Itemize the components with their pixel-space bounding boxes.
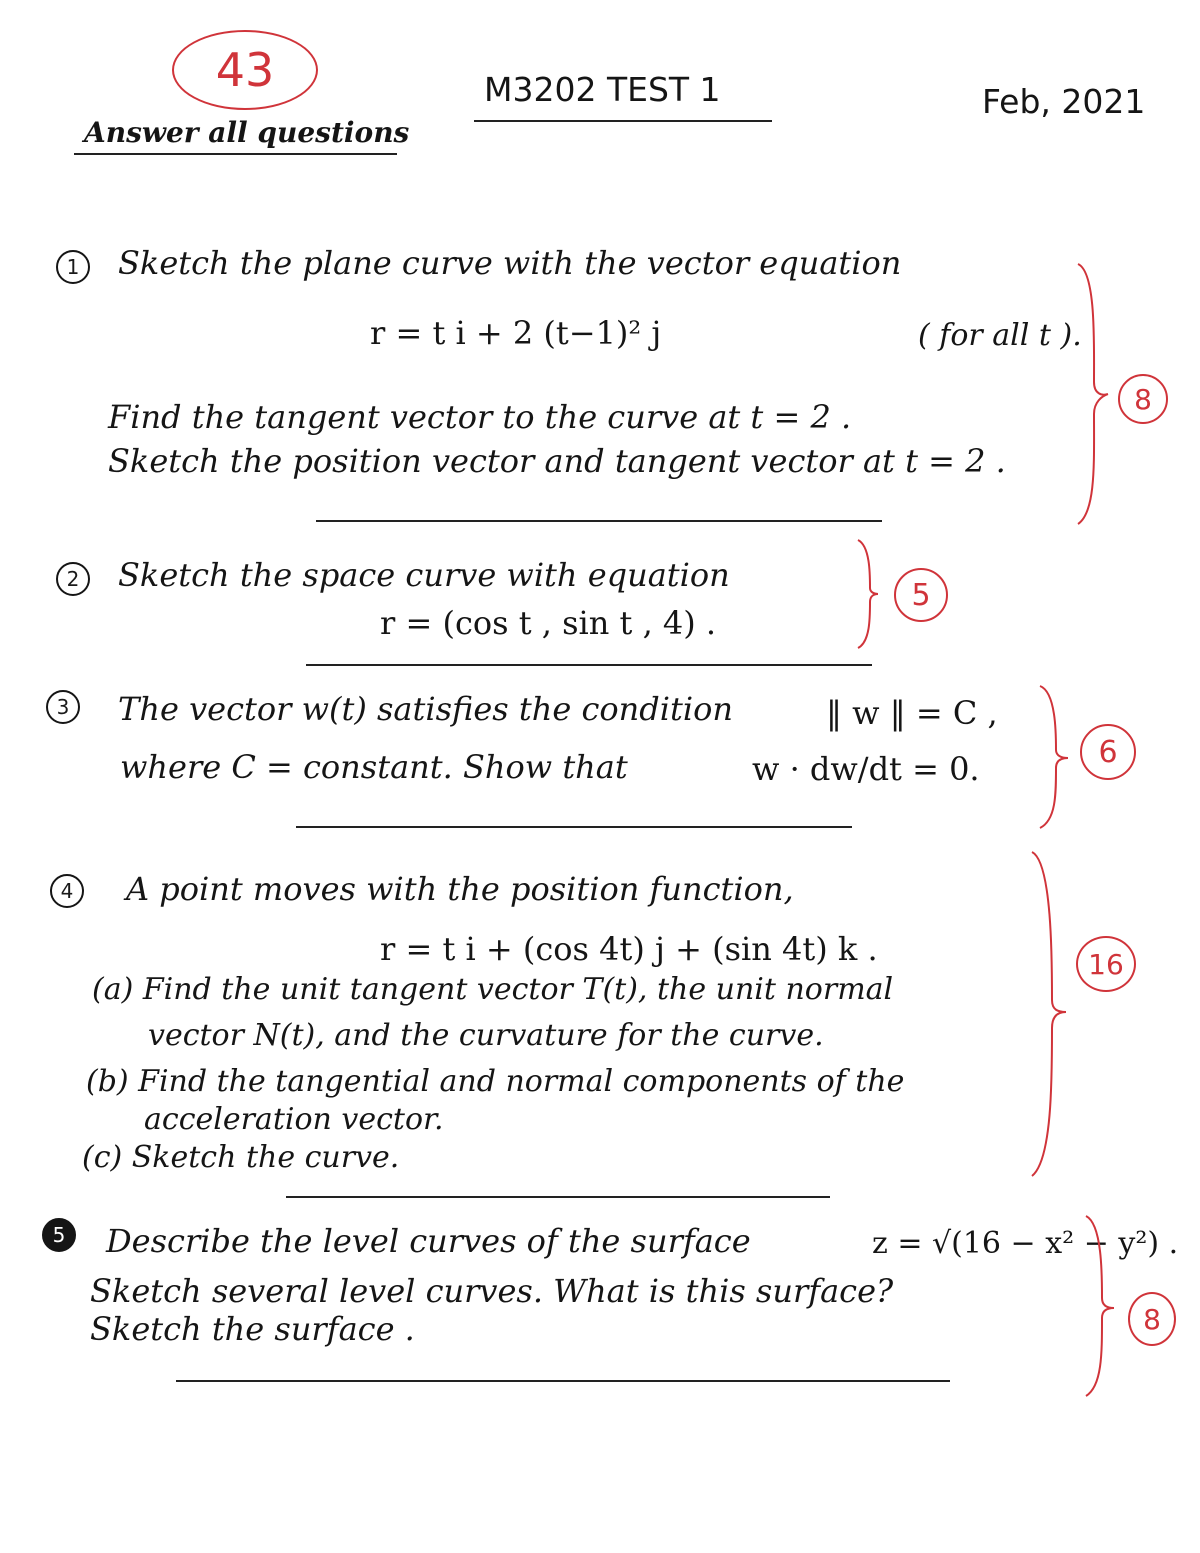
q3-separator bbox=[296, 826, 852, 828]
q4-marks-value: 16 bbox=[1088, 947, 1124, 981]
instruction-underline bbox=[74, 153, 397, 155]
q2-mark-brace bbox=[852, 538, 882, 650]
q2-marks bbox=[894, 568, 948, 622]
q5-line-3: Sketch the surface . bbox=[90, 1310, 415, 1348]
q1-mark-brace bbox=[1072, 262, 1112, 526]
course-title-underline bbox=[474, 120, 772, 122]
q1-separator bbox=[316, 520, 882, 522]
question-3-number: 3 bbox=[46, 690, 80, 724]
q4-part-b-line-1: (b) Find the tangential and normal components of the bbox=[86, 1064, 905, 1099]
q3-marks bbox=[1080, 724, 1136, 780]
q3-line-2b: w · dw/dt = 0. bbox=[752, 750, 980, 788]
q3-line-1b: ‖ w ‖ = C , bbox=[826, 694, 998, 732]
q1-line-4: Sketch the position vector and tangent vector at t = 2 . bbox=[108, 442, 1006, 480]
q3-line-1a: The vector w(t) satisfies the condition bbox=[118, 690, 733, 728]
q1-line-1: Sketch the plane curve with the vector equation bbox=[118, 244, 902, 282]
q5-line-1a: Describe the level curves of the surface bbox=[106, 1222, 751, 1260]
q2-line-1: Sketch the space curve with equation bbox=[118, 556, 730, 594]
q5-marks-value: 8 bbox=[1143, 1302, 1161, 1336]
q4-separator bbox=[286, 1196, 830, 1198]
q4-part-a-line-2: vector N(t), and the curvature for the curve. bbox=[148, 1018, 824, 1053]
q2-equation: r = (cos t , sin t , 4) . bbox=[380, 604, 717, 642]
q4-mark-brace bbox=[1026, 850, 1070, 1178]
q4-line-1: A point moves with the position function, bbox=[126, 870, 794, 908]
question-4-number: 4 bbox=[50, 874, 84, 908]
question-5-number: 5 bbox=[42, 1218, 76, 1252]
question-2-number: 2 bbox=[56, 562, 90, 596]
q4-equation: r = t i + (cos 4t) j + (sin 4t) k . bbox=[380, 930, 878, 968]
q3-marks-value: 6 bbox=[1098, 734, 1118, 770]
q1-line-3: Find the tangent vector to the curve at t = 2 . bbox=[108, 398, 852, 436]
q5-separator bbox=[176, 1380, 950, 1382]
course-title: M3202 TEST 1 bbox=[484, 70, 721, 109]
q1-marks-value: 8 bbox=[1134, 382, 1152, 416]
q4-marks bbox=[1076, 936, 1136, 992]
score-value: 43 bbox=[215, 43, 275, 97]
instruction: Answer all questions bbox=[84, 116, 410, 149]
q5-line-1b: z = √(16 − x² − y²) . bbox=[872, 1226, 1179, 1261]
q5-line-2: Sketch several level curves. What is this surface? bbox=[90, 1272, 894, 1310]
q3-mark-brace bbox=[1034, 684, 1074, 830]
exam-date: Feb, 2021 bbox=[982, 82, 1146, 121]
q1-equation: r = t i + 2 (t−1)² j bbox=[370, 314, 662, 352]
score-circle bbox=[172, 30, 318, 110]
q3-line-2a: where C = constant. Show that bbox=[120, 748, 628, 786]
q1-marks bbox=[1118, 374, 1168, 424]
q2-marks-value: 5 bbox=[911, 577, 931, 613]
q1-for-all-t: ( for all t ). bbox=[918, 318, 1082, 353]
q4-part-c: (c) Sketch the curve. bbox=[82, 1140, 400, 1175]
q5-mark-brace bbox=[1080, 1214, 1120, 1398]
q4-part-a-line-1: (a) Find the unit tangent vector T(t), the unit normal bbox=[92, 972, 894, 1007]
question-1-number: 1 bbox=[56, 250, 90, 284]
q5-marks bbox=[1128, 1292, 1176, 1346]
q2-separator bbox=[306, 664, 872, 666]
q4-part-b-line-2: acceleration vector. bbox=[144, 1102, 444, 1137]
